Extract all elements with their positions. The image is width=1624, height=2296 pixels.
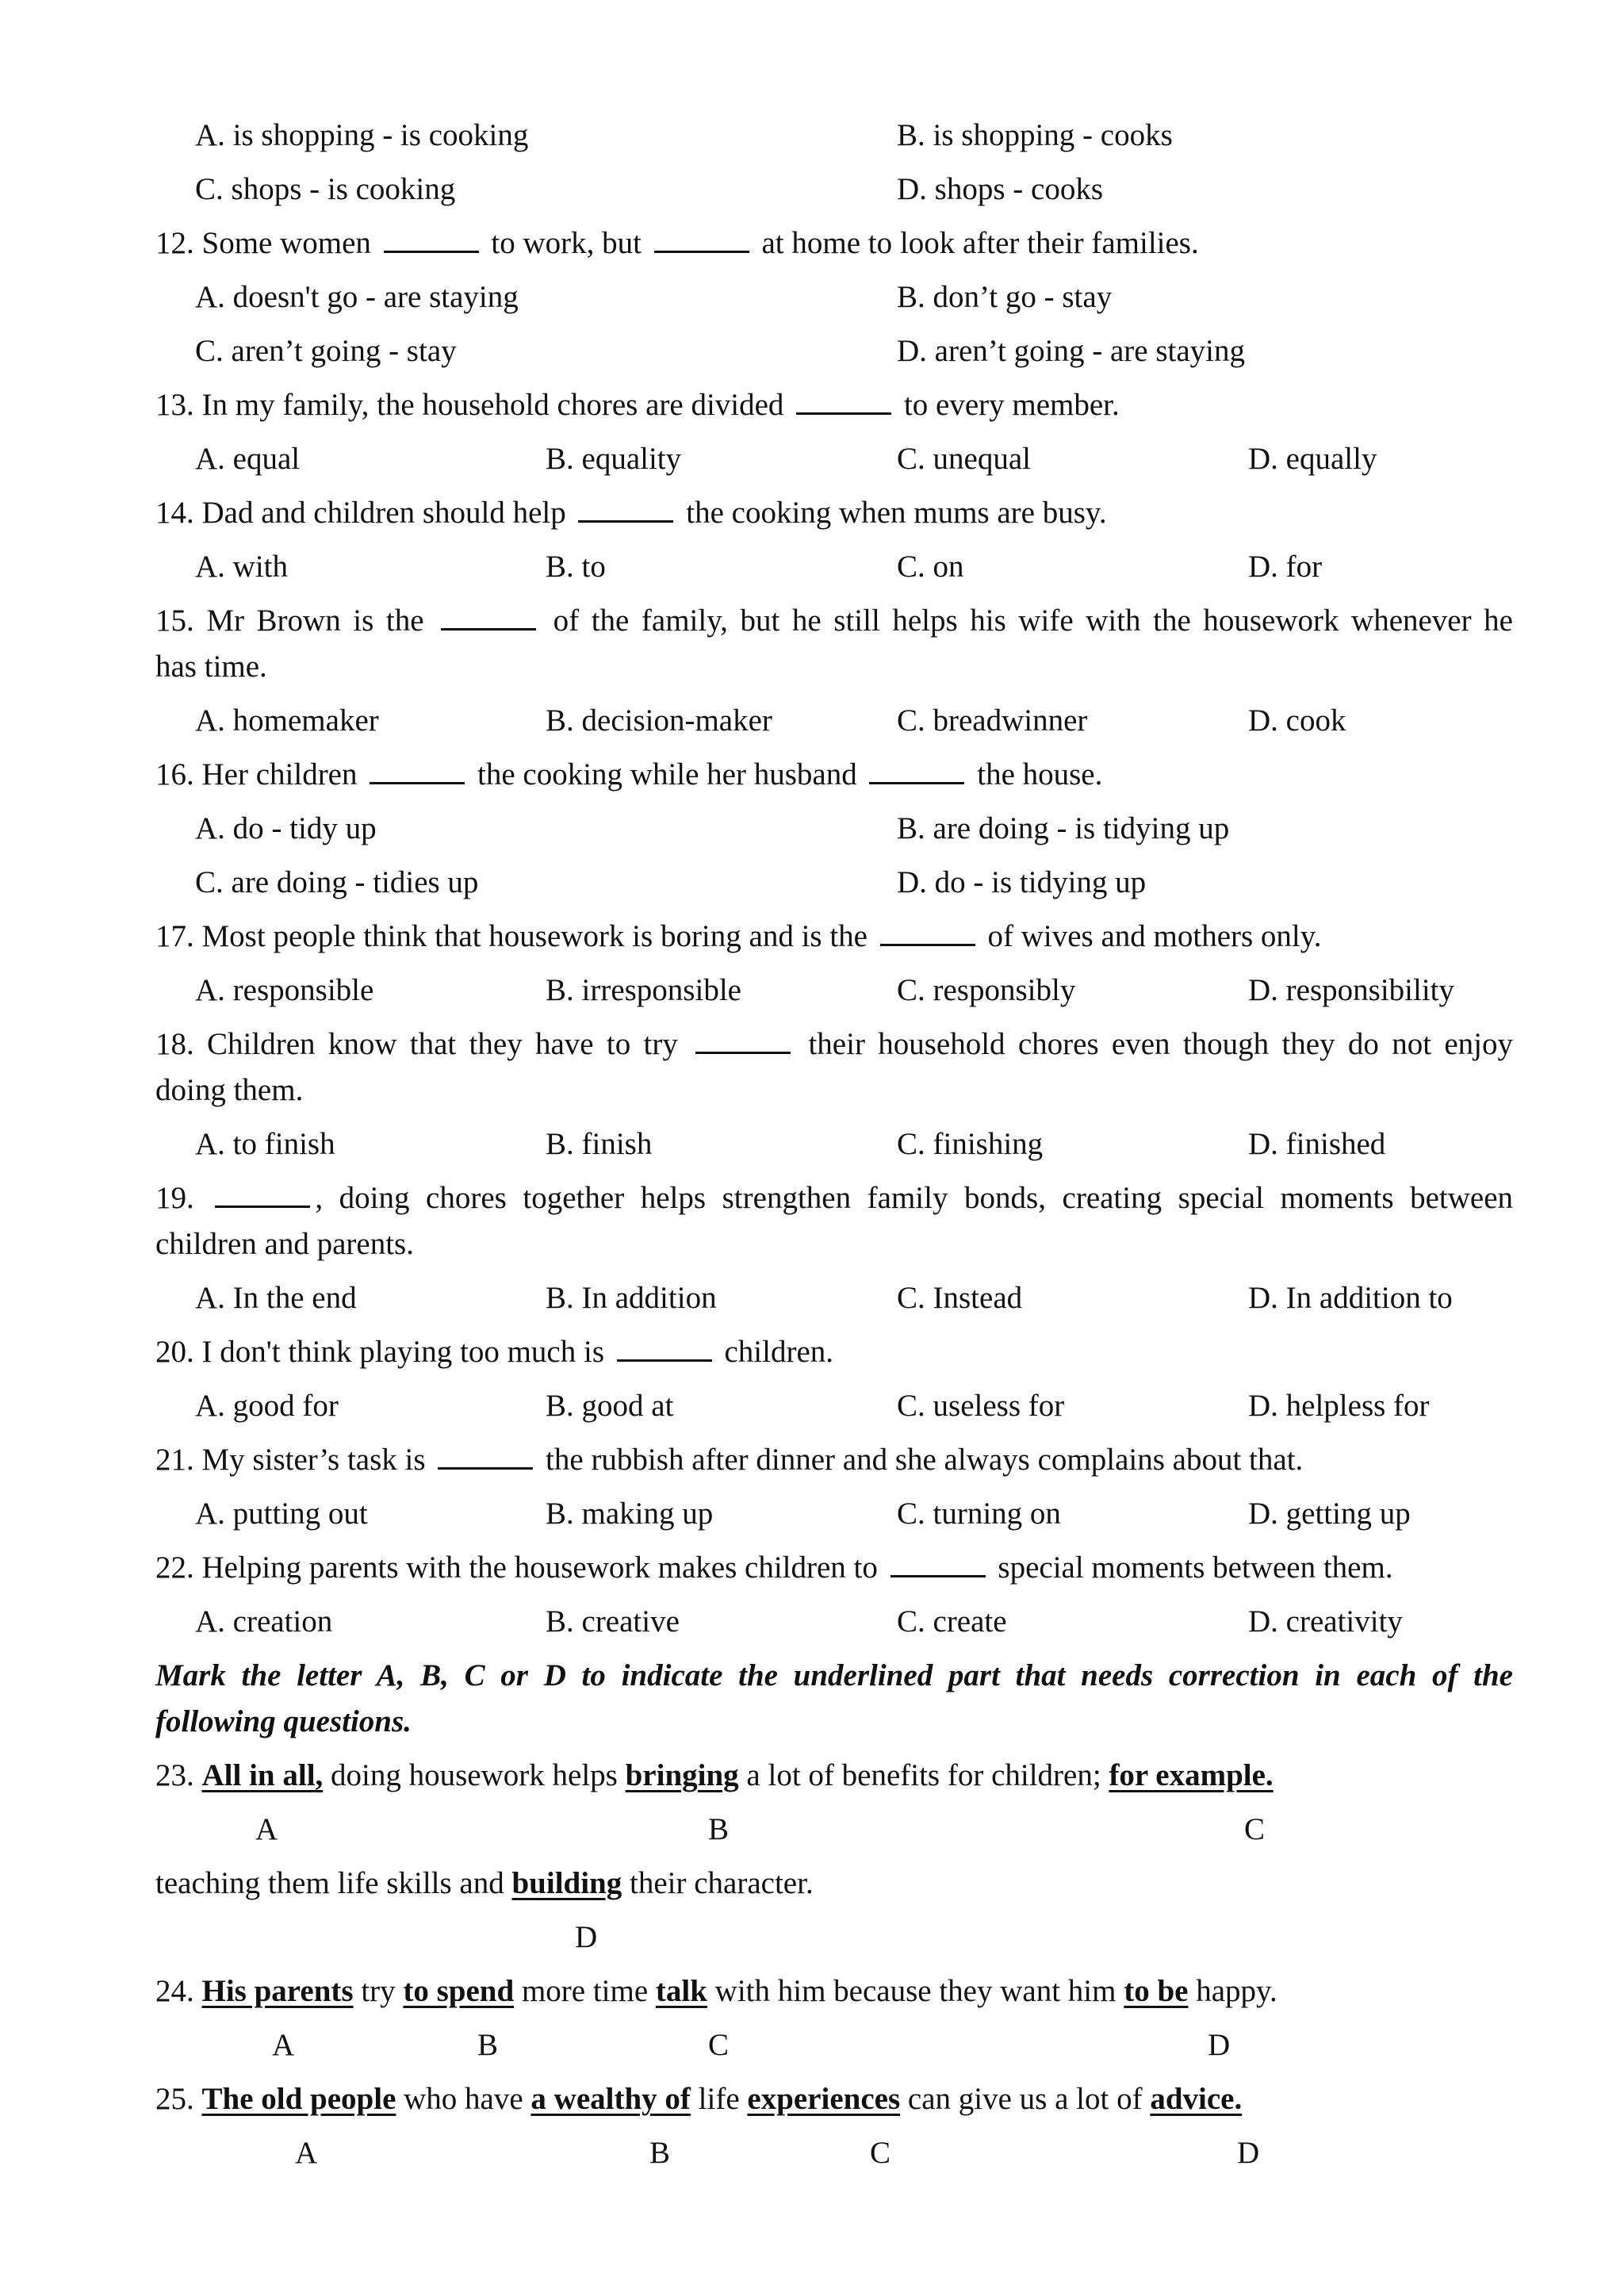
q14-option-d: D. for xyxy=(1248,550,1323,584)
q23-text-1: doing housework helps xyxy=(323,1758,626,1792)
q25-label-d: D xyxy=(1237,2136,1260,2170)
q18-stem xyxy=(155,1025,1513,1064)
q23-text-3: teaching them life skills and xyxy=(155,1866,512,1900)
q20-text-2: children. xyxy=(716,1335,834,1369)
q14-option-c: C. on xyxy=(897,550,964,584)
q11-option-b: B. is shopping - cooks xyxy=(897,118,1173,152)
q12-option-b: B. don’t go - stay xyxy=(897,280,1113,314)
q11-option-d: D. shops - cooks xyxy=(897,172,1103,206)
q19-stem xyxy=(155,1179,1513,1217)
q14-text-1: 14. Dad and children should help xyxy=(155,496,574,530)
q24-text-2: more time xyxy=(514,1974,656,2008)
q25-part-a: The old people xyxy=(201,2082,396,2116)
q18-text-2: their household chores even though they do not enjoy xyxy=(795,1027,1513,1061)
q24-label-a: A xyxy=(272,2028,295,2062)
q24-number: 24. xyxy=(155,1974,202,2008)
q16-option-b: B. are doing - is tidying up xyxy=(897,811,1230,845)
q17-option-d: D. responsibility xyxy=(1248,973,1454,1007)
q25-text-3: can give us a lot of xyxy=(900,2082,1151,2116)
q12-option-d: D. aren’t going - are staying xyxy=(897,334,1245,368)
q22-option-a: A. creation xyxy=(195,1604,333,1639)
q13-text-1: 13. In my family, the household chores are divided xyxy=(155,388,792,422)
q21-option-d: D. getting up xyxy=(1248,1497,1411,1531)
q17-text-2: of wives and mothers only. xyxy=(979,919,1322,953)
answer-blank xyxy=(880,920,975,946)
q13-option-c: C. unequal xyxy=(897,442,1031,476)
q14-option-b: B. to xyxy=(546,550,606,584)
q18-option-a: A. to finish xyxy=(195,1127,335,1161)
q21-option-a: A. putting out xyxy=(195,1497,368,1531)
q15-text-2: of the family, but he still helps his wife with the housework whenever he xyxy=(541,604,1513,638)
q13-option-b: B. equality xyxy=(546,442,682,476)
answer-blank xyxy=(215,1182,310,1208)
q25-number: 25. xyxy=(155,2082,202,2116)
q19-stem-continued: children and parents. xyxy=(155,1227,414,1261)
q16-text-3: the house. xyxy=(969,757,1103,792)
q23-part-b: bringing xyxy=(625,1758,739,1792)
q24-sentence xyxy=(155,1972,1277,2010)
answer-blank xyxy=(370,758,465,784)
q15-option-a: A. homemaker xyxy=(195,703,379,738)
q22-text-2: special moments between them. xyxy=(990,1550,1393,1585)
q25-part-d: advice. xyxy=(1150,2082,1243,2116)
q15-option-c: C. breadwinner xyxy=(897,703,1088,738)
q17-text-1: 17. Most people think that housework is boring and is the xyxy=(155,919,875,953)
q18-option-b: B. finish xyxy=(546,1127,653,1161)
q21-text-2: the rubbish after dinner and she always complains about that. xyxy=(538,1443,1304,1477)
section-instruction: Mark the letter A, B, C or D to indicate the underlined part that needs correction in each of the xyxy=(155,1658,1513,1692)
section-instruction-continued: following questions. xyxy=(155,1704,412,1738)
q24-text-1: try xyxy=(353,1974,404,2008)
q25-label-c: C xyxy=(870,2136,891,2170)
q14-option-a: A. with xyxy=(195,550,288,584)
q22-text-1: 22. Helping parents with the housework makes children to xyxy=(155,1550,886,1585)
q13-option-a: A. equal xyxy=(195,442,301,476)
q24-part-a: His parents xyxy=(201,1974,354,2008)
q19-option-b: B. In addition xyxy=(546,1281,717,1315)
q20-text-1: 20. I don't think playing too much is xyxy=(155,1335,612,1369)
q16-stem xyxy=(155,756,1102,794)
q23-part-d: building xyxy=(511,1866,622,1900)
q11-option-a: A. is shopping - is cooking xyxy=(195,118,529,152)
q17-option-a: A. responsible xyxy=(195,973,374,1007)
q23-text-2: a lot of benefits for children; xyxy=(738,1758,1109,1792)
q24-label-b: B xyxy=(477,2028,499,2062)
q20-option-d: D. helpless for xyxy=(1248,1389,1430,1423)
q16-text-2: the cooking while her husband xyxy=(469,757,865,792)
q21-option-c: C. turning on xyxy=(897,1497,1061,1531)
q23-text-4: their character. xyxy=(622,1866,814,1900)
answer-blank xyxy=(796,389,891,415)
q13-option-d: D. equally xyxy=(1248,442,1377,476)
q20-option-c: C. useless for xyxy=(897,1389,1065,1423)
q13-text-2: to every member. xyxy=(896,388,1120,422)
q15-stem-continued: has time. xyxy=(155,650,267,684)
q25-label-b: B xyxy=(649,2136,671,2170)
q17-option-b: B. irresponsible xyxy=(546,973,741,1007)
q19-text-1: 19. xyxy=(155,1181,211,1215)
answer-blank xyxy=(438,1443,533,1470)
q23-part-c: for example. xyxy=(1109,1758,1274,1792)
q11-option-c: C. shops - is cooking xyxy=(195,172,456,206)
q24-label-c: C xyxy=(708,2028,730,2062)
q21-option-b: B. making up xyxy=(546,1497,714,1531)
q18-option-c: C. finishing xyxy=(897,1127,1044,1161)
q25-sentence xyxy=(155,2080,1242,2118)
q19-text-2: , doing chores together helps strengthen family bonds, creating special moments between xyxy=(315,1181,1514,1215)
q22-stem xyxy=(155,1549,1393,1587)
answer-blank xyxy=(695,1028,791,1054)
answer-blank xyxy=(578,496,673,523)
q20-option-b: B. good at xyxy=(546,1389,674,1423)
q23-label-d: D xyxy=(575,1920,598,1954)
q23-number: 23. xyxy=(155,1758,202,1792)
q14-text-2: the cooking when mums are busy. xyxy=(678,496,1107,530)
answer-blank xyxy=(441,604,536,631)
q17-option-c: C. responsibly xyxy=(897,973,1076,1007)
q24-part-c: talk xyxy=(655,1974,707,2008)
q12-text-3: at home to look after their families. xyxy=(753,226,1199,260)
q19-option-a: A. In the end xyxy=(195,1281,357,1315)
q20-option-a: A. good for xyxy=(195,1389,339,1423)
q25-label-a: A xyxy=(295,2136,318,2170)
q23-label-c: C xyxy=(1244,1812,1266,1846)
answer-blank xyxy=(654,227,749,253)
q16-text-1: 16. Her children xyxy=(155,757,366,792)
q25-text-2: life xyxy=(690,2082,748,2116)
q13-stem xyxy=(155,386,1120,424)
q18-stem-continued: doing them. xyxy=(155,1073,304,1107)
q22-option-c: C. create xyxy=(897,1604,1007,1639)
q17-stem xyxy=(155,918,1321,956)
q20-stem xyxy=(155,1333,833,1371)
q24-part-d: to be xyxy=(1124,1974,1189,2008)
q21-text-1: 21. My sister’s task is xyxy=(155,1443,434,1477)
q22-option-b: B. creative xyxy=(546,1604,680,1639)
q25-text-1: who have xyxy=(396,2082,531,2116)
q23-label-a: A xyxy=(255,1812,278,1846)
q21-stem xyxy=(155,1441,1303,1479)
q24-text-3: with him because they want him xyxy=(707,1974,1124,2008)
q15-text-1: 15. Mr Brown is the xyxy=(155,604,437,638)
q15-option-b: B. decision-maker xyxy=(546,703,772,738)
q19-option-c: C. Instead xyxy=(897,1281,1023,1315)
q23-sentence-continued xyxy=(155,1865,814,1903)
q22-option-d: D. creativity xyxy=(1248,1604,1403,1639)
q15-option-d: D. cook xyxy=(1248,703,1346,738)
answer-blank xyxy=(891,1551,986,1577)
q23-label-b: B xyxy=(708,1812,730,1846)
q25-part-b: a wealthy of xyxy=(530,2082,691,2116)
q18-option-d: D. finished xyxy=(1248,1127,1386,1161)
q18-text-1: 18. Children know that they have to try xyxy=(155,1027,691,1061)
q12-option-c: C. aren’t going - stay xyxy=(195,334,457,368)
answer-blank xyxy=(384,227,479,253)
answer-blank xyxy=(869,758,964,784)
q16-option-a: A. do - tidy up xyxy=(195,811,377,845)
q25-part-c: experiences xyxy=(747,2082,901,2116)
q24-label-d: D xyxy=(1208,2028,1231,2062)
q12-text-2: to work, but xyxy=(483,226,649,260)
q16-option-c: C. are doing - tidies up xyxy=(195,865,479,899)
q12-text-1: 12. Some women xyxy=(155,226,379,260)
q14-stem xyxy=(155,494,1107,532)
q24-text-4: happy. xyxy=(1188,1974,1277,2008)
q23-sentence xyxy=(155,1757,1274,1795)
q16-option-d: D. do - is tidying up xyxy=(897,865,1147,899)
q12-stem xyxy=(155,224,1199,263)
q23-part-a: All in all, xyxy=(201,1758,324,1792)
answer-blank xyxy=(617,1336,712,1362)
q12-option-a: A. doesn't go - are staying xyxy=(195,280,519,314)
q24-part-b: to spend xyxy=(403,1974,515,2008)
q15-stem xyxy=(155,602,1513,640)
q19-option-d: D. In addition to xyxy=(1248,1281,1453,1315)
